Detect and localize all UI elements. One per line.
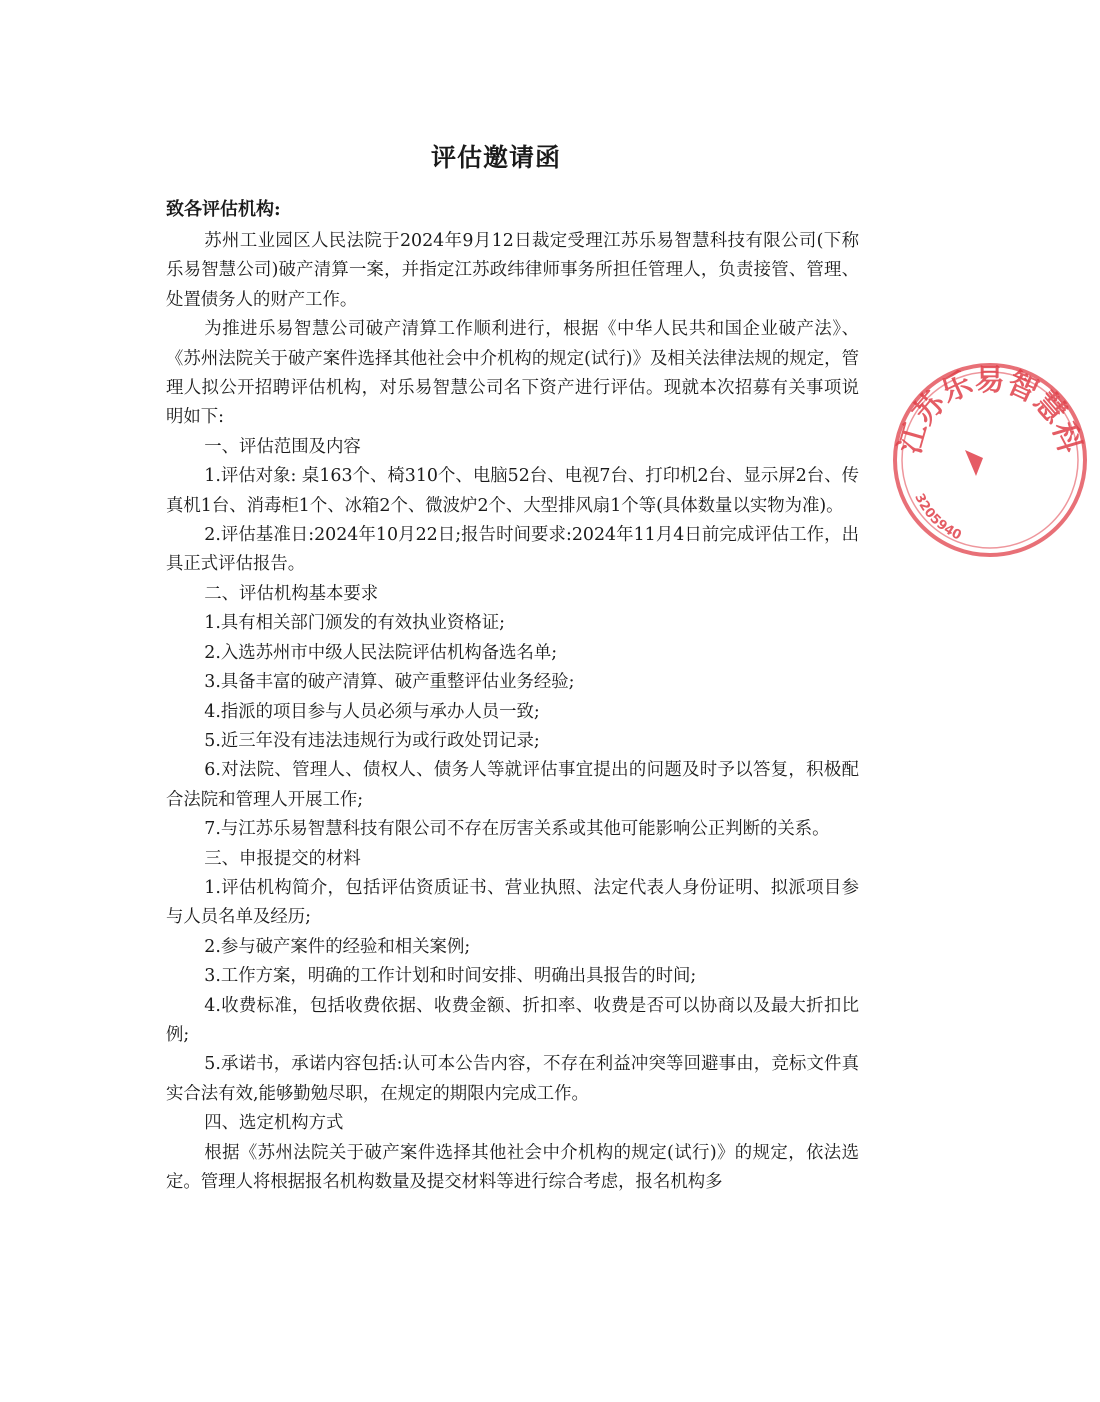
seal-arc-text: 江苏乐易智慧科 [892, 362, 1088, 458]
paragraph-selection: 根据《苏州法院关于破产案件选择其他社会中介机构的规定(试行)》的规定，依法选定。管理人将根据报名机构数量及提交材料等进行综合考虑，报名机构多 [166, 1142, 859, 1192]
list-item: 2.评估基准日:2024年10月22日;报告时间要求:2024年11月4日前完成评估工作，出具正式评估报告。 [166, 525, 859, 575]
company-seal [880, 350, 1100, 570]
list-item: 3.工作方案，明确的工作计划和时间安排、明确出具报告的时间; [204, 966, 697, 987]
list-item: 1.评估对象: 桌163个、椅310个、电脑52台、电视7台、打印机2台、显示屏2台、传真机1台、消毒柜1个、冰箱2个、微波炉2个、大型排风扇1个等(具体数量以实物为准)。 [166, 466, 859, 516]
list-item: 3.具备丰富的破产清算、破产重整评估业务经验; [204, 672, 575, 693]
document-body [166, 227, 859, 1197]
list-item: 4.收费标准，包括收费依据、收费金额、折扣率、收费是否可以协商以及最大折扣比例; [166, 995, 859, 1045]
section-heading-4: 四、选定机构方式 [204, 1113, 344, 1134]
paragraph-intro: 苏州工业园区人民法院于2024年9月12日裁定受理江苏乐易智慧科技有限公司(下称乐易智慧公司)破产清算一案，并指定江苏政纬律师事务所担任管理人，负责接管、管理、处置债务人的财产工作。 [166, 231, 859, 310]
list-item: 5.承诺书，承诺内容包括:认可本公告内容，不存在利益冲突等回避事由，竞标文件真实合法有效,能够勤勉尽职，在规定的期限内完成工作。 [166, 1054, 859, 1104]
paragraph-purpose: 为推进乐易智慧公司破产清算工作顺利进行，根据《中华人民共和国企业破产法》、《苏州法院关于破产案件选择其他社会中介机构的规定(试行)》及相关法律法规的规定，管理人拟公开招聘评估机构，对乐易智慧公司名下资产进行评估。现就本次招募有关事项说明如下: [166, 319, 859, 428]
list-item: 2.入选苏州市中级人民法院评估机构备选名单; [204, 642, 558, 663]
salutation: 致各评估机构: [166, 199, 281, 220]
list-item: 7.与江苏乐易智慧科技有限公司不存在厉害关系或其他可能影响公正判断的关系。 [204, 819, 830, 840]
list-item: 6.对法院、管理人、债权人、债务人等就评估事宜提出的问题及时予以答复，积极配合法院和管理人开展工作; [166, 760, 859, 810]
section-heading-2: 二、评估机构基本要求 [204, 583, 379, 604]
star-icon [965, 450, 983, 476]
section-heading-1: 一、评估范围及内容 [204, 436, 361, 457]
seal-code-text: 3205940 [911, 491, 964, 544]
list-item: 1.具有相关部门颁发的有效执业资格证; [204, 613, 505, 634]
list-item: 4.指派的项目参与人员必须与承办人员一致; [204, 701, 540, 722]
document-title: 评估邀请函 [430, 143, 561, 172]
list-item: 5.近三年没有违法违规行为或行政处罚记录; [204, 730, 540, 751]
list-item: 1.评估机构简介，包括评估资质证书、营业执照、法定代表人身份证明、拟派项目参与人员名单及经历; [166, 877, 859, 928]
section-heading-3: 三、申报提交的材料 [204, 848, 361, 869]
list-item: 2.参与破产案件的经验和相关案例; [204, 936, 471, 957]
